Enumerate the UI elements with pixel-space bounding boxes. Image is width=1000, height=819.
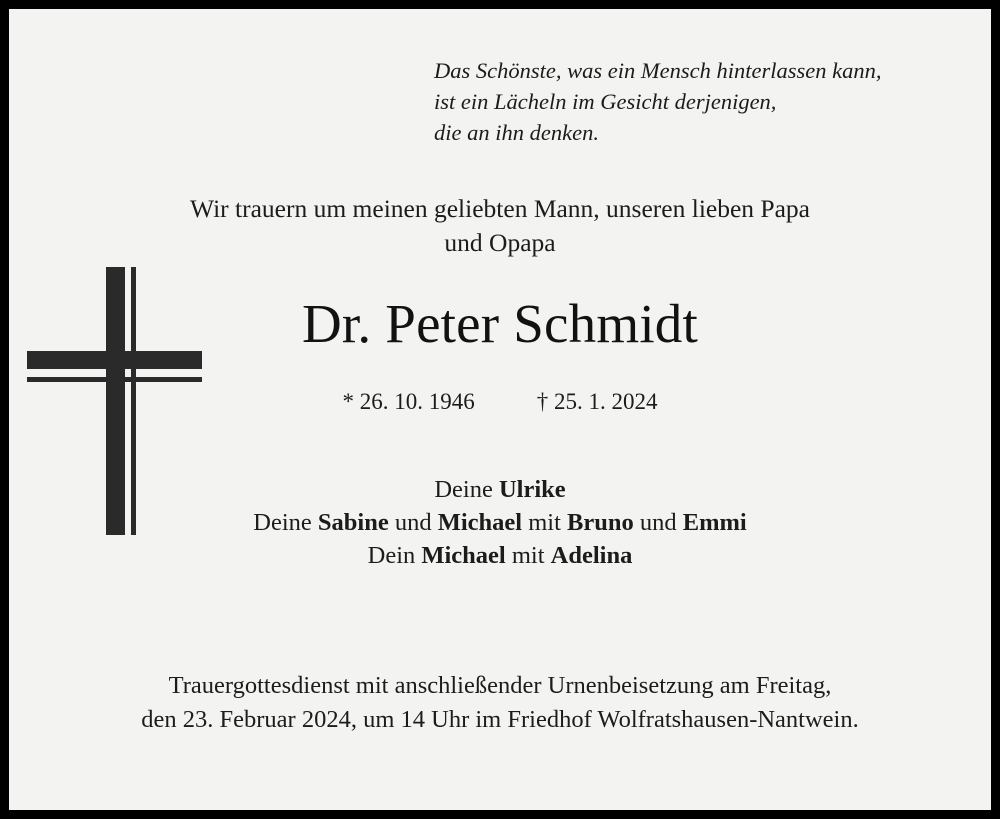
family-member-ulrike: Ulrike (498, 476, 566, 503)
service-line-1: Trauergottesdienst mit anschließender Urnenbeisetzung am Freitag, (168, 672, 832, 699)
family-line-3-conj-1: mit (505, 542, 551, 569)
death-date: † 25. 1. 2024 (536, 389, 658, 414)
family-line-2-conj-1: und (388, 509, 438, 536)
birth-date: * 26. 10. 1946 (342, 389, 475, 414)
family-member-adelina: Adelina (550, 542, 633, 569)
intro-block (9, 192, 991, 260)
motto-block (434, 55, 881, 148)
family-member-michael-2: Michael (421, 542, 506, 569)
intro-line-1: Wir trauern um meinen geliebten Mann, unseren lieben Papa (190, 194, 810, 223)
notice-inner (9, 9, 991, 810)
family-member-bruno: Bruno (567, 509, 634, 536)
family-member-michael: Michael (437, 509, 523, 536)
family-member-sabine: Sabine (317, 509, 389, 536)
family-line-3 (9, 539, 991, 572)
motto-line-1: Das Schönste, was ein Mensch hinterlassen kann, (434, 58, 882, 83)
cross-horizontal-line (27, 377, 202, 382)
family-line-1-prefix: Deine (434, 476, 499, 503)
service-line-2: den 23. Februar 2024, um 14 Uhr im Friedhof Wolfratshausen-Nantwein. (141, 706, 859, 733)
family-line-1 (9, 473, 991, 506)
life-dates (9, 387, 991, 417)
service-info (9, 669, 991, 737)
intro-line-2: und Opapa (444, 228, 556, 257)
family-line-2-conj-3: und (633, 509, 683, 536)
family-line-2-conj-2: mit (522, 509, 568, 536)
motto-line-2: ist ein Lächeln im Gesicht derjenigen, (434, 89, 777, 114)
family-line-3-prefix: Dein (367, 542, 422, 569)
family-line-2-prefix: Deine (253, 509, 318, 536)
family-member-emmi: Emmi (682, 509, 747, 536)
family-block (9, 473, 991, 572)
family-line-2 (9, 506, 991, 539)
deceased-name: Dr. Peter Schmidt (301, 293, 698, 354)
motto-line-3: die an ihn denken. (434, 120, 599, 145)
